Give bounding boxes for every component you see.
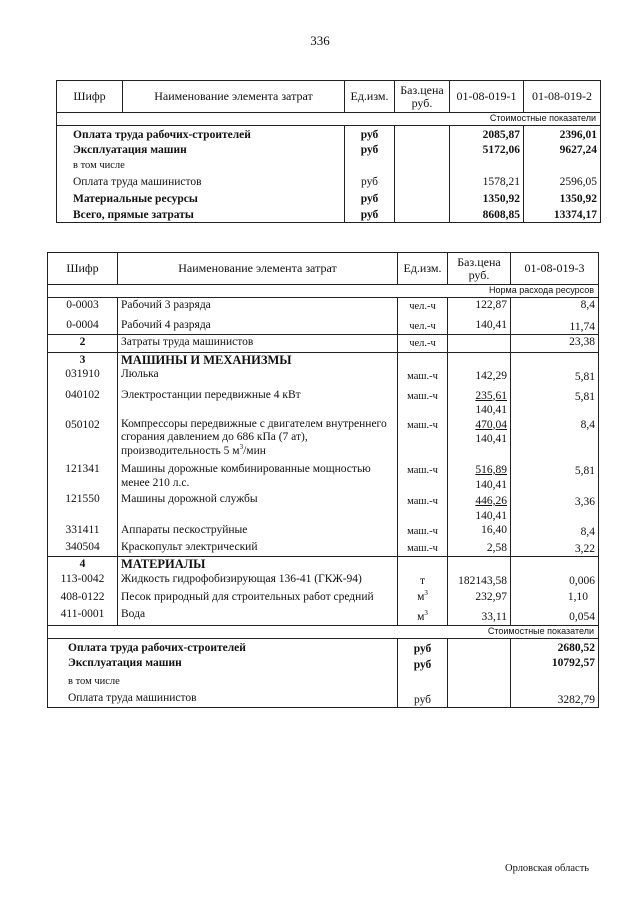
table-row: 331411 Аппараты пескоструйные маш.-ч 16,40 8,4 xyxy=(48,523,599,540)
header-code: Шифр xyxy=(48,253,118,285)
header-code: Шифр xyxy=(57,81,123,113)
table-row: 113-0042 Жидкость гидрофобизирующая 136-41 (ГКЖ-94) т 182143,58 0,006 xyxy=(48,572,599,589)
table-row: 0-0003 Рабочий 3 разряда чел.-ч 122,87 8,4 xyxy=(48,298,599,315)
header-unit: Ед.изм. xyxy=(345,81,395,113)
section-row: 3 МАШИНЫ И МЕХАНИЗМЫ xyxy=(48,352,599,367)
table-row: Всего, прямые затраты руб 8608,85 13374,17 xyxy=(57,208,601,223)
table-row: в том числе xyxy=(57,157,601,175)
table-row: Оплата труда рабочих-строителей руб 2085,87 2396,01 xyxy=(57,126,601,143)
header-col1: 01-08-019-3 xyxy=(511,253,599,285)
header-name: Наименование элемента затрат xyxy=(123,81,345,113)
table-row: Оплата труда рабочих-строителей руб 2680,52 xyxy=(48,638,599,656)
header-col1: 01-08-019-1 xyxy=(450,81,524,113)
table-row: 411-0001 Вода $м^3$ 33,11 0,054 xyxy=(48,607,599,625)
table-row: Материальные ресурсы руб 1350,92 1350,92 xyxy=(57,190,601,208)
header-base-price: Баз.цена руб. xyxy=(395,81,450,113)
table-row: 340504 Краскопульт электрический маш.-ч 2,58 3,22 xyxy=(48,540,599,557)
resource-table-2 xyxy=(47,252,599,708)
header-col2: 01-08-019-2 xyxy=(524,81,601,113)
table-row: 408-0122 Песок природный для строительных работ средний $м^3$ 232,97 1,10 xyxy=(48,588,599,607)
table-row: Эксплуатация машин руб 5172,06 9627,24 xyxy=(57,143,601,158)
header-unit: Ед.изм. xyxy=(398,253,448,285)
header-base-price: Баз.цена руб. xyxy=(448,253,511,285)
table-row: 040102 Электростанции передвижные 4 кВт маш.-ч 235,61 140,41 5,81 xyxy=(48,385,599,418)
table-row: Оплата труда машинистов руб 1578,21 2596,05 xyxy=(57,175,601,190)
header-name: Наименование элемента затрат xyxy=(118,253,398,285)
page-number: 336 xyxy=(310,33,330,48)
table-row: 2 Затраты труда машинистов чел.-ч 23,38 xyxy=(48,335,599,353)
table-row: Оплата труда машинистов руб 3282,79 xyxy=(48,691,599,708)
table-row: 0-0004 Рабочий 4 разряда чел.-ч 140,41 11,74 xyxy=(48,315,599,335)
cost-table-1 xyxy=(56,80,601,223)
section-label-cost: Стоимостные показатели xyxy=(48,625,599,638)
table-row: 121550 Машины дорожной службы маш.-ч 446,26 140,41 3,36 xyxy=(48,492,599,523)
table-row: Эксплуатация машин руб 10792,57 xyxy=(48,656,599,673)
table-row: 121341 Машины дорожные комбинированные мощностью менее 210 л.с. маш.-ч 516,89 140,41 5,81 xyxy=(48,460,599,492)
table-row: 050102 Компрессоры передвижные с двигателем внутреннего сгорания давлением до 686 кПа (7 ат), производительность 5 $м^3$/мин маш.-ч 470,04 140,41 8,4 xyxy=(48,418,599,461)
section-label-cost: Стоимостные показатели xyxy=(57,113,601,126)
section-row: 4 МАТЕРИАЛЫ xyxy=(48,557,599,572)
region-footer: Орловская область xyxy=(505,863,590,874)
section-label-norm: Норма расхода ресурсов xyxy=(48,285,599,298)
table-row: в том числе xyxy=(48,673,599,691)
table-row: 031910 Люлька маш.-ч 142,29 5,81 xyxy=(48,367,599,385)
